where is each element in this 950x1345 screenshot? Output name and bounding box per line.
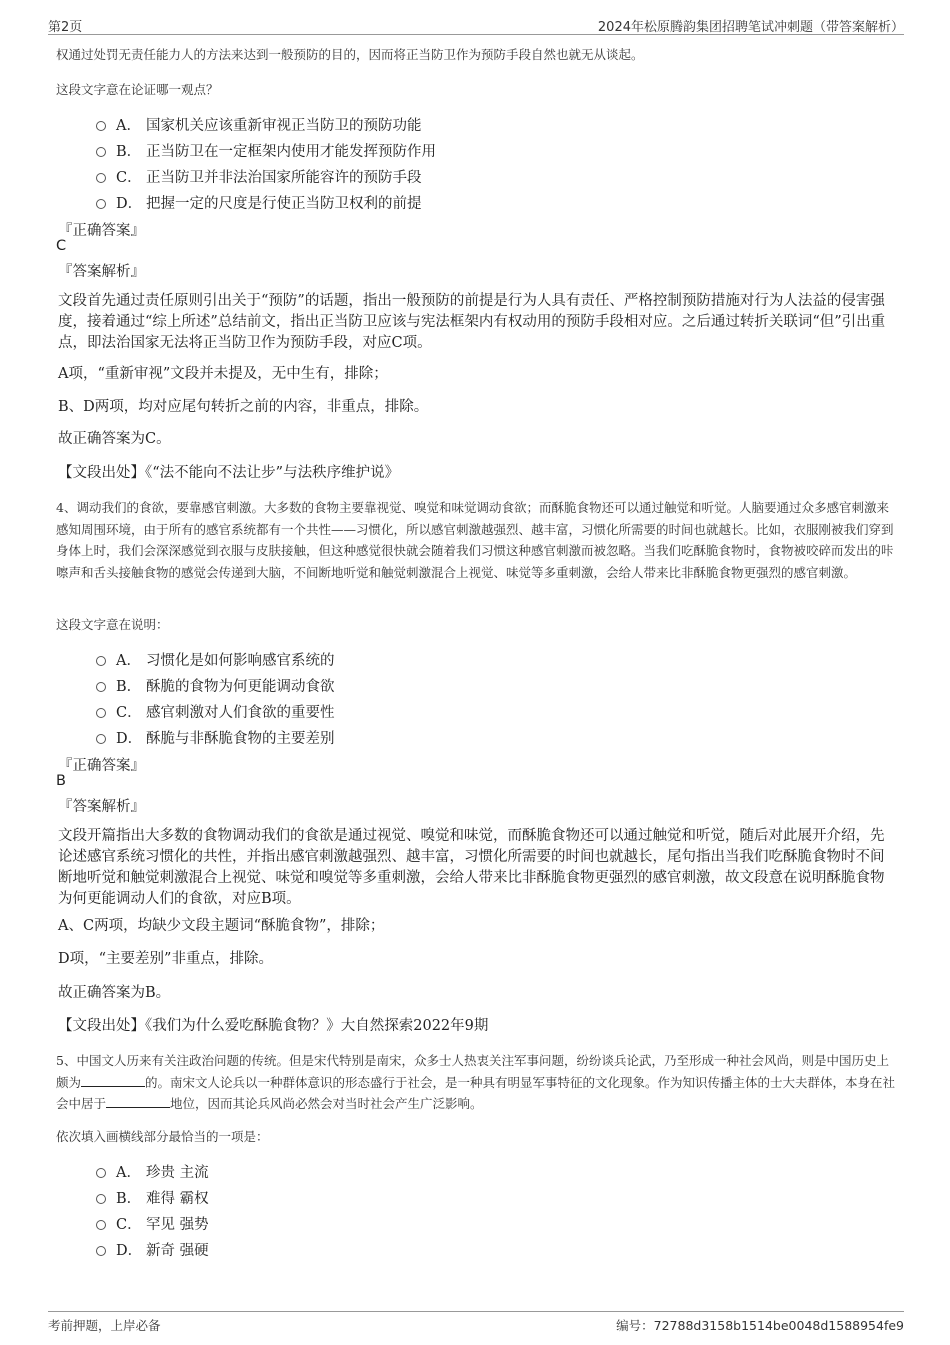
- q5-option-b[interactable]: B． 难得 霸权: [96, 1186, 209, 1208]
- q4-option-c[interactable]: C． 感官刺激对人们食欲的重要性: [96, 700, 335, 722]
- q4-option-a[interactable]: A． 习惯化是如何影响感官系统的: [96, 648, 335, 670]
- q3-answer-heading: 『正确答案』: [58, 223, 145, 239]
- radio-button[interactable]: [96, 147, 106, 157]
- page-number: 第2页: [48, 20, 83, 35]
- radio-button[interactable]: [96, 1168, 106, 1178]
- q4-analysis-conclusion: 故正确答案为B。: [58, 985, 171, 1001]
- radio-button[interactable]: [96, 708, 106, 718]
- radio-button[interactable]: [96, 1220, 106, 1230]
- document-id: 编号：72788d3158b1514be0048d1588954fe9: [616, 1318, 904, 1333]
- q3-analysis-heading: 『答案解析』: [58, 264, 145, 280]
- radio-button[interactable]: [96, 656, 106, 666]
- q3-prompt: 这段文字意在论证哪一观点？: [56, 82, 219, 97]
- q3-option-d[interactable]: D． 把握一定的尺度是行使正当防卫权利的前提: [96, 191, 422, 213]
- fill-in-blank: [81, 1074, 145, 1087]
- radio-button[interactable]: [96, 1194, 106, 1204]
- radio-button[interactable]: [96, 199, 106, 209]
- q4-analysis-ac: A、C两项，均缺少文段主题词“酥脆食物”，排除；: [58, 918, 385, 934]
- radio-button[interactable]: [96, 734, 106, 744]
- radio-button[interactable]: [96, 682, 106, 692]
- document-title: 2024年松原腾韵集团招聘笔试冲刺题（带答案解析）: [597, 20, 904, 35]
- q4-analysis-heading: 『答案解析』: [58, 799, 145, 815]
- q4-analysis-d: D项，“主要差别”非重点，排除。: [58, 951, 273, 967]
- radio-button[interactable]: [96, 173, 106, 183]
- q3-analysis-paragraph: 文段首先通过责任原则引出关于“预防”的话题，指出一般预防的前提是行为人具有责任、严格控制预防措施对行为人法益的侵害强度，接着通过“综上所述”总结前文，指出正当防卫应该与宪法框架内有权动用的预防手段相对应。之后通过转折关联词“但”引出重点，即法治国家无法将正当防卫作为预防手段，对应C项。: [58, 293, 886, 351]
- radio-button[interactable]: [96, 1246, 106, 1256]
- q4-option-d[interactable]: D． 酥脆与非酥脆食物的主要差别: [96, 726, 335, 748]
- q3-analysis-conclusion: 故正确答案为C。: [58, 431, 171, 447]
- q3-analysis-bd: B、D两项，均对应尾句转折之前的内容，非重点，排除。: [58, 399, 429, 415]
- q3-option-a[interactable]: A． 国家机关应该重新审视正当防卫的预防功能: [96, 113, 422, 135]
- q4-answer-heading: 『正确答案』: [58, 758, 145, 774]
- q3-answer: C: [56, 238, 67, 254]
- q5-option-d[interactable]: D． 新奇 强硬: [96, 1238, 209, 1260]
- q4-option-b[interactable]: B． 酥脆的食物为何更能调动食欲: [96, 674, 335, 696]
- q4-prompt: 这段文字意在说明：: [56, 617, 169, 632]
- q4-answer: B: [56, 773, 66, 789]
- q3-analysis-a: A项，“重新审视”文段并未提及，无中生有，排除；: [58, 366, 388, 382]
- q5-prompt: 依次填入画横线部分最恰当的一项是：: [56, 1129, 269, 1144]
- q5-text: 5、中国文人历来有关注政治问题的传统。但是宋代特别是南宋，众多士人热衷关注军事问题，纷纷谈兵论武，乃至形成一种社会风尚，则是中国历史上颇为 的。南宋文人论兵以一种群体意识的形态盛行于社会，是一种具有明显军事特征的文化现象。作为知识传播主体的士大夫群体，本身在社会中居于 地位，因而其论兵风尚必然会对当时社会产生广泛影响。: [56, 1053, 896, 1111]
- q3-option-b[interactable]: B． 正当防卫在一定框架内使用才能发挥预防作用: [96, 139, 436, 161]
- q4-source: 【文段出处】《我们为什么爱吃酥脆食物？》大自然探索2022年9期: [58, 1018, 489, 1034]
- page-header: [48, 14, 904, 35]
- footer-slogan: 考前押题，上岸必备: [48, 1318, 161, 1333]
- q3-source: 【文段出处】《“法不能向不法让步”与法秩序维护说》: [58, 465, 400, 481]
- q5-option-a[interactable]: A． 珍贵 主流: [96, 1160, 209, 1182]
- q4-text: 4、调动我们的食欲，要靠感官刺激。大多数的食物主要靠视觉、嗅觉和味觉调动食欲；而酥脆食物还可以通过触觉和听觉。人脑要通过众多感官刺激来感知周围环境，由于所有的感官系统都有一个共性——习惯化，所以感官刺激越强烈、越丰富，习惯化所需要的时间也就越长。比如，衣服刚被我们穿到身体上时，我们会深深感觉到衣服与皮肤接触，但这种感觉很快就会随着我们习惯这种感官刺激而被忽略。当我们吃酥脆食物时，食物被咬碎而发出的咔嚓声和舌头接触食物的感觉会传递到大脑，不间断地听觉和触觉刺激混合上视觉、味觉等多重刺激，会给人带来比非酥脆食物更强烈的感官刺激。: [56, 500, 894, 580]
- q3-continued-text: 权通过处罚无责任能力人的方法来达到一般预防的目的，因而将正当防卫作为预防手段自然也就无从谈起。: [56, 47, 644, 62]
- page-footer: [48, 1311, 904, 1336]
- fill-in-blank: [106, 1095, 170, 1108]
- q3-option-c[interactable]: C． 正当防卫并非法治国家所能容许的预防手段: [96, 165, 422, 187]
- q5-option-c[interactable]: C． 罕见 强势: [96, 1212, 209, 1234]
- radio-button[interactable]: [96, 121, 106, 131]
- q4-analysis-paragraph: 文段开篇指出大多数的食物调动我们的食欲是通过视觉、嗅觉和味觉，而酥脆食物还可以通过触觉和听觉，随后对此展开介绍，先论述感官系统习惯化的共性，并指出感官刺激越强烈、越丰富，习惯化所需要的时间也就越长，尾句指出当我们吃酥脆食物时不间断地听觉和触觉刺激混合上视觉、味觉和嗅觉等多重刺激，会给人带来比非酥脆食物更强烈的感官刺激，故文段意在说明酥脆食物为何更能调动人们的食欲，对应B项。: [58, 828, 885, 907]
